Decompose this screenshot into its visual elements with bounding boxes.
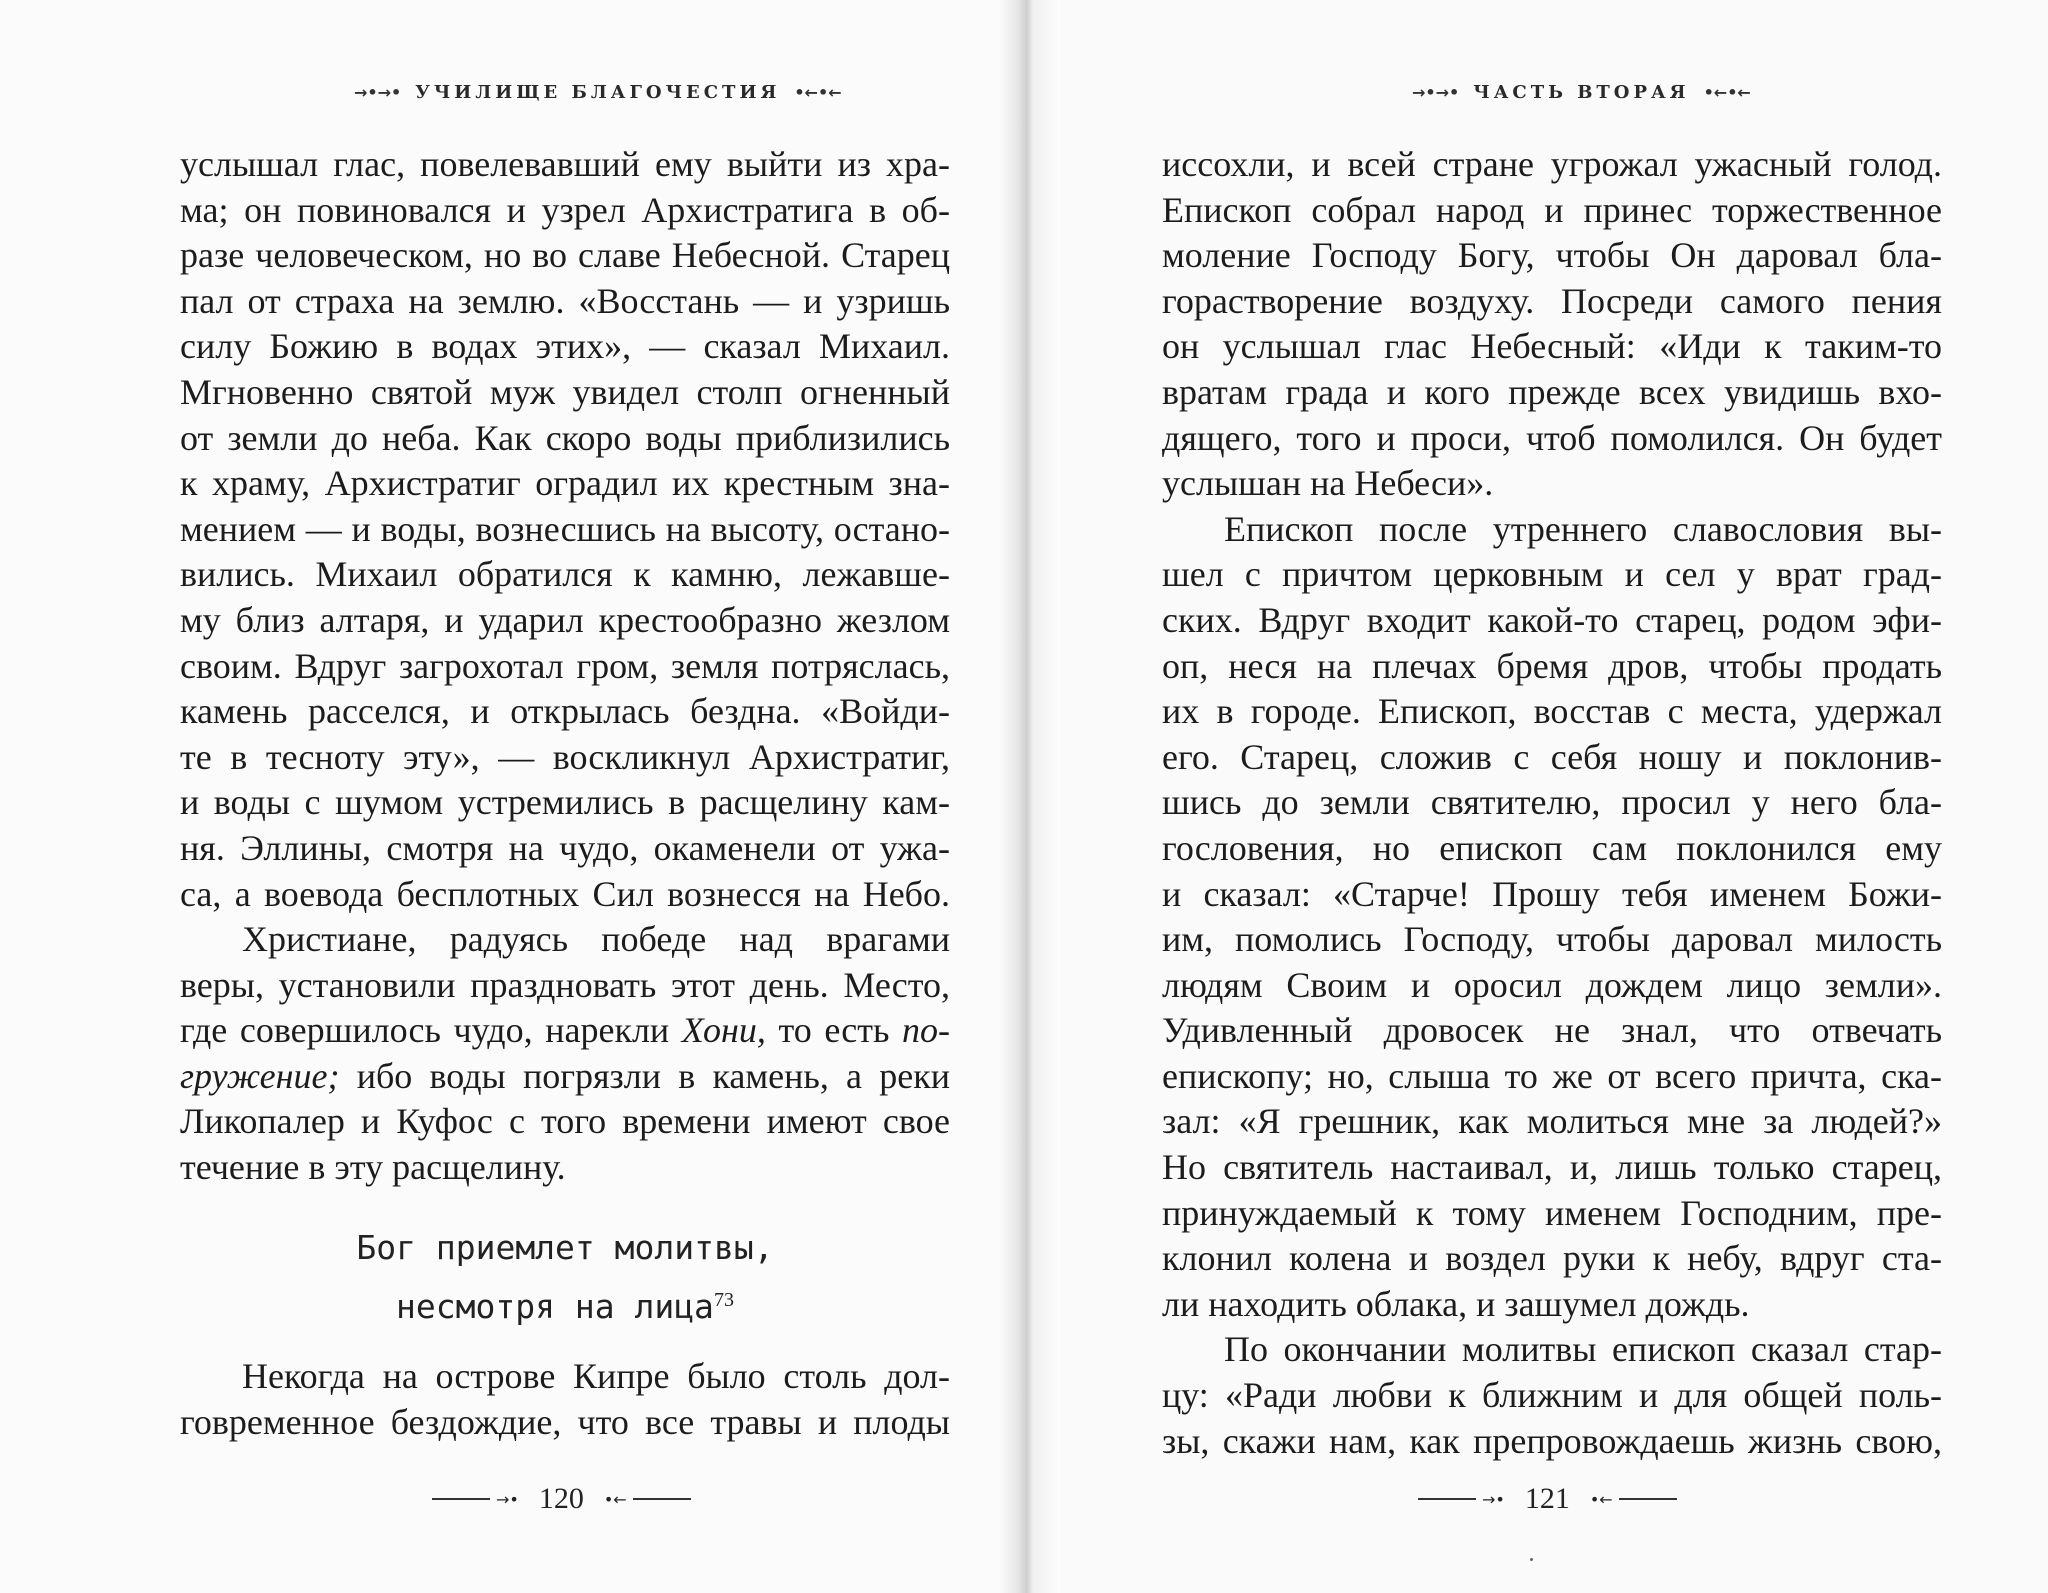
text-run: то есть: [765, 1010, 902, 1051]
text-line: Мгновенно святой муж увидел столп огненный: [180, 371, 950, 412]
folio-rule: [1619, 1498, 1677, 1500]
left-body-text-continued: [180, 1354, 950, 1445]
right-page-number: [1418, 1482, 1677, 1516]
italic-term: Хони,: [681, 1010, 766, 1051]
right-body-text: [1162, 142, 1942, 1464]
text-line: епископу; но, слыша то же от всего причта, ска-: [1162, 1055, 1942, 1096]
folio-rule: [1418, 1498, 1476, 1500]
section-heading: [180, 1222, 950, 1333]
left-page: [0, 0, 1022, 1593]
text-line: и воды с шумом устремились в расщелину кам-: [180, 782, 950, 823]
text-line: гословения, но епископ сам поклонился ему: [1162, 827, 1942, 868]
right-running-head-title: ЧАСТЬ ВТОРАЯ: [1473, 82, 1690, 103]
text-line: вились. Михаил обратился к камню, лежавше-: [180, 554, 950, 595]
left-running-head: [340, 82, 856, 103]
paragraph-first-line: Христиане, радуясь победе над врагами: [242, 919, 950, 960]
ornament-left-icon: →•→•: [354, 83, 402, 102]
text-line: зы, скажи нам, как препровождаешь жизнь свою,: [1162, 1420, 1942, 1461]
text-line: пал от страха на землю. «Восстань — и узришь: [180, 280, 950, 321]
folio-arrow-icon: →•: [496, 1489, 519, 1509]
text-line: к храму, Архистратиг оградил их крестным зна-: [180, 463, 950, 504]
text-line: Епископ собрал народ и принес торжественное: [1162, 189, 1942, 230]
text-line: силу Божию в водах этих», — сказал Михаил.: [180, 326, 950, 367]
folio-rule: [633, 1498, 691, 1500]
section-heading-line: Бог приемлет молитвы,: [356, 1228, 774, 1267]
text-line: говременное бездождие, что все травы и плоды: [180, 1401, 950, 1442]
ornament-right-icon: •←•←: [1703, 83, 1751, 102]
text-line: са, а воевода бесплотных Сил вознесся на Небо.: [180, 873, 950, 914]
text-line: его. Старец, сложив с себя ношу и поклонив-: [1162, 736, 1942, 777]
text-line: зал: «Я грешник, как молиться мне за людей?»: [1162, 1101, 1942, 1142]
paragraph-last-line: ли находить облака, и зашумел дождь.: [1162, 1283, 1750, 1324]
text-line: дящего, того и проси, чтоб помолился. Он будет: [1162, 417, 1942, 458]
ornament-left-icon: →•→•: [1412, 83, 1460, 102]
paragraph-last-line: течение в эту расщелину.: [180, 1147, 566, 1188]
text-line: моление Господу Богу, чтобы Он даровал бла-: [1162, 235, 1942, 276]
text-line: Но святитель настаивал, и, лишь только старец,: [1162, 1147, 1942, 1188]
text-line: мением — и воды, вознесшись на высоту, остано-: [180, 508, 950, 549]
left-page-number: [432, 1482, 691, 1516]
folio-arrow-icon: →•: [1482, 1489, 1505, 1509]
text-run: ибо воды погрязли в камень, а реки: [339, 1055, 950, 1096]
text-line: Ликопалер и Куфос с того времени имеют свое: [180, 1101, 950, 1142]
text-line: клонил колена и воздел руки к небу, вдруг ста-: [1162, 1238, 1942, 1279]
paragraph-first-line: Некогда на острове Кипре было столь дол-: [242, 1356, 950, 1396]
text-line: от земли до неба. Как скоро воды приблизились: [180, 417, 950, 458]
text-line: разе человеческом, но во славе Небесной. Старец: [180, 235, 950, 276]
paragraph-first-line: Епископ после утреннего славословия вы-: [1224, 508, 1942, 549]
text-line: ма; он повиновался и узрел Архистратига в об-: [180, 189, 950, 230]
text-line: шел с причтом церковным и сел у врат град-: [1162, 554, 1942, 595]
paragraph-last-line: услышан на Небеси».: [1162, 463, 1494, 504]
text-line: своим. Вдруг загрохотал гром, земля потряслась,: [180, 645, 950, 686]
text-line: оп, неся на плечах бремя дров, чтобы продать: [1162, 645, 1942, 686]
text-line: ня. Эллины, смотря на чудо, окаменели от ужа-: [180, 827, 950, 868]
text-line: [180, 1008, 950, 1054]
folio-rule: [432, 1498, 490, 1500]
left-running-head-title: УЧИЛИЩЕ БЛАГОЧЕСТИЯ: [415, 82, 781, 103]
paragraph-first-line: По окончании молитвы епископ сказал стар-: [1224, 1329, 1942, 1370]
page-number: 121: [1524, 1482, 1570, 1515]
text-line: цу: «Ради любви к ближним и для общей поль-: [1162, 1375, 1942, 1416]
text-line: вратам града и кого прежде всех увидишь вхо-: [1162, 371, 1942, 412]
text-line: принуждаемый к тому именем Господним, пре-: [1162, 1192, 1942, 1233]
text-run: где совершилось чудо, нарекли: [180, 1010, 682, 1051]
text-line: и сказал: «Старче! Прошу тебя именем Божи-: [1162, 873, 1942, 914]
text-line: им, помолись Господу, чтобы даровал милость: [1162, 919, 1942, 960]
folio-arrow-icon: •←: [1589, 1489, 1613, 1509]
section-heading-line: [180, 1274, 950, 1333]
text-line: [180, 1054, 950, 1100]
text-line: услышал глас, повелевавший ему выйти из хра-: [180, 144, 950, 184]
text-line: Удивленный дровосек не знал, что отвечать: [1162, 1010, 1942, 1051]
italic-term: гружение;: [180, 1055, 340, 1096]
text-line: он услышал глас Небесный: «Иди к таким-то: [1162, 326, 1942, 367]
text-line: му близ алтаря, и ударил крестообразно жезлом: [180, 599, 950, 640]
italic-term: по-: [902, 1010, 950, 1051]
speck: [1530, 1558, 1533, 1561]
text-line: горастворение воздуху. Посреди самого пения: [1162, 280, 1942, 321]
text-line: иссохли, и всей стране угрожал ужасный голод.: [1162, 144, 1942, 184]
text-line: камень расселся, и открылась бездна. «Войди-: [180, 691, 950, 732]
text-line: веры, установили праздновать этот день. Место,: [180, 964, 950, 1005]
page-number: 120: [538, 1482, 584, 1515]
text-line: их в городе. Епископ, восстав с места, удержал: [1162, 691, 1942, 732]
left-body-text: [180, 142, 950, 1191]
text-line: шись до земли святителю, просил у него бла-: [1162, 782, 1942, 823]
text-line: людям Своим и оросил дождем лицо земли».: [1162, 964, 1942, 1005]
text-line: ских. Вдруг входит какой-то старец, родом эфи-: [1162, 599, 1942, 640]
right-running-head: [1398, 82, 1765, 103]
footnote-marker: 73: [713, 1289, 734, 1311]
section-heading-text: несмотря на лица: [396, 1287, 714, 1326]
ornament-right-icon: •←•←: [794, 83, 842, 102]
folio-arrow-icon: •←: [603, 1489, 627, 1509]
text-line: те в тесноту эту», — воскликнул Архистратиг,: [180, 736, 950, 777]
